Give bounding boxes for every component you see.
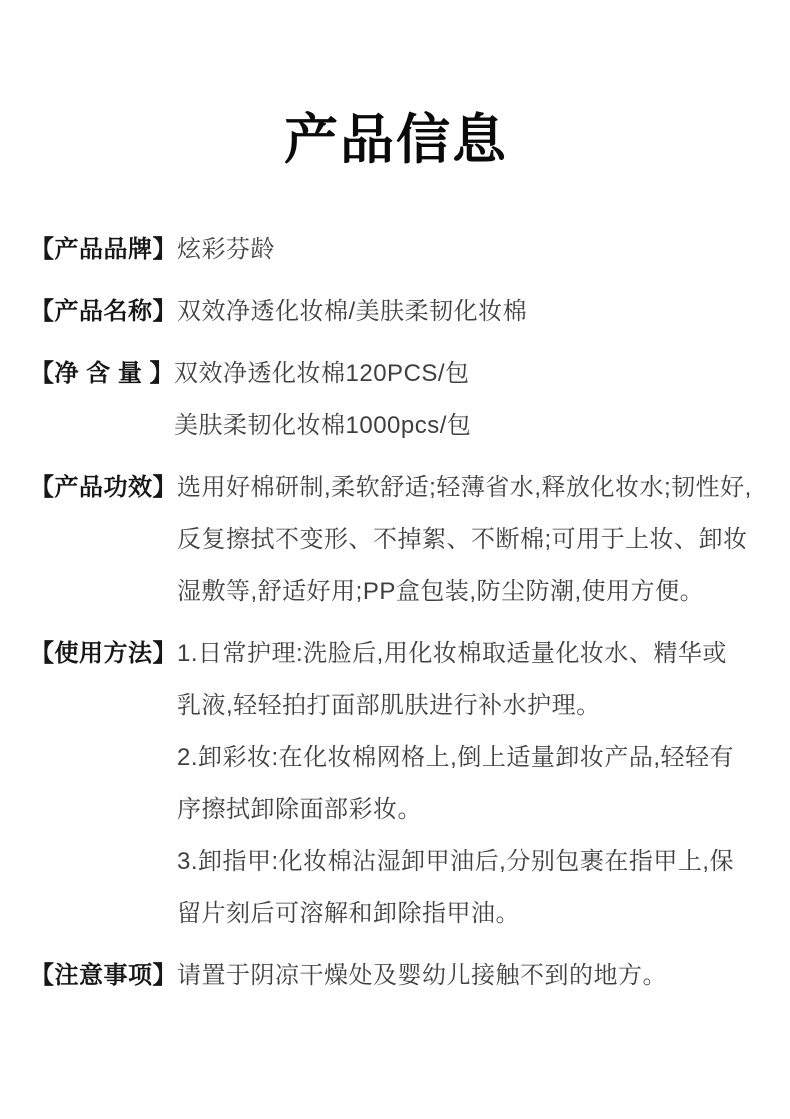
product-info-sections (30, 224, 762, 1002)
section-content-product-brand (177, 224, 762, 276)
section-label-product-brand: 【产品品牌】 (30, 236, 177, 263)
section-product-brand (30, 224, 762, 276)
text-line: 双效净透化妆棉120PCS/包 (174, 360, 470, 387)
text-line: 炫彩芬龄 (177, 236, 275, 263)
text-line: 湿敷等,舒适好用;PP盒包装,防尘防潮,使用方便。 (177, 578, 705, 605)
section-usage-method (30, 628, 762, 940)
page-title: 产品信息 (284, 110, 508, 170)
text-line: 选用好棉研制,柔软舒适;轻薄省水,释放化妆水;韧性好, (177, 474, 752, 501)
section-content-product-efficacy (177, 462, 762, 618)
section-product-efficacy (30, 462, 762, 618)
section-content-usage-method (177, 628, 762, 940)
text-line: 请置于阴凉干燥处及婴幼儿接触不到的地方。 (177, 962, 667, 989)
section-label-precautions: 【注意事项】 (30, 962, 177, 989)
text-line: 反复擦拭不变形、不掉絮、不断棉;可用于上妆、卸妆 (177, 526, 748, 553)
text-line: 美肤柔韧化妆棉1000pcs/包 (174, 412, 472, 439)
text-line: 乳液,轻轻拍打面部肌肤进行补水护理。 (177, 692, 601, 719)
section-net-content (30, 348, 762, 452)
section-label-usage-method: 【使用方法】 (30, 640, 177, 667)
text-line: 1.日常护理:洗脸后,用化妆棉取适量化妆水、精华或 (177, 640, 727, 667)
section-precautions (30, 950, 762, 1002)
section-label-product-name: 【产品名称】 (30, 298, 177, 325)
section-content-product-name (177, 286, 762, 338)
text-line: 留片刻后可溶解和卸除指甲油。 (177, 900, 520, 927)
text-line: 序擦拭卸除面部彩妆。 (177, 796, 422, 823)
text-line: 3.卸指甲:化妆棉沾湿卸甲油后,分别包裹在指甲上,保 (177, 848, 735, 875)
section-product-name (30, 286, 762, 338)
section-label-product-efficacy: 【产品功效】 (30, 474, 177, 501)
section-label-net-content: 【净 含 量 】 (30, 360, 175, 387)
section-content-precautions (177, 950, 762, 1002)
section-content-net-content (174, 348, 762, 452)
text-line: 双效净透化妆棉/美肤柔韧化妆棉 (177, 298, 528, 325)
text-line: 2.卸彩妆:在化妆棉网格上,倒上适量卸妆产品,轻轻有 (177, 744, 735, 771)
